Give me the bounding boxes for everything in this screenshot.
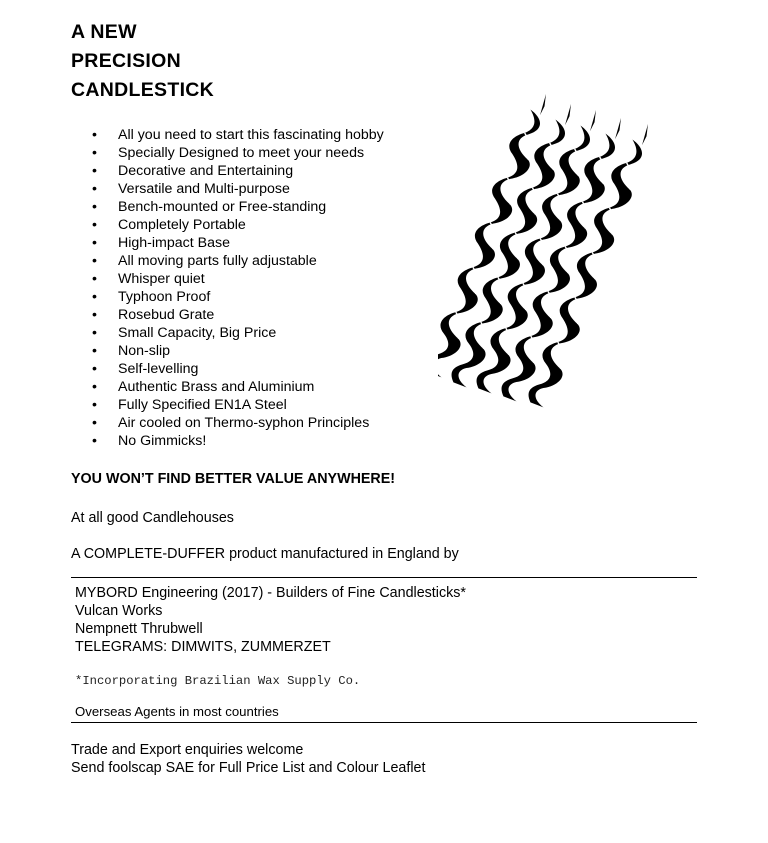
list-item: • Non-slip [92,342,384,360]
list-item: • Specially Designed to meet your needs [92,144,384,162]
address-line: Vulcan Works [75,603,163,619]
list-item: • Authentic Brass and Aluminium [92,378,384,396]
list-item: • All you need to start this fascinating hobby [92,126,384,144]
list-item: • Rosebud Grate [92,306,384,324]
availability-text: At all good Candlehouses [71,510,234,526]
trade-info [71,741,425,777]
list-item: • Typhoon Proof [92,288,384,306]
footnote: *Incorporating Brazilian Wax Supply Co. [75,674,361,688]
address-line: MYBORD Engineering (2017) - Builders of Fine Candlesticks* [75,585,466,601]
list-item: • Decorative and Entertaining [92,162,384,180]
manufacturer-address [75,584,466,656]
title-line: PRECISION [71,50,181,72]
address-line: Nempnett Thrubwell [75,621,203,637]
title-line: A NEW [71,21,137,43]
list-item: • High-impact Base [92,234,384,252]
page-title [71,18,214,105]
manufacturer-intro: A COMPLETE-DUFFER product manufactured in England by [71,546,459,562]
slogan: YOU WON’T FIND BETTER VALUE ANYWHERE! [71,471,396,487]
list-item: • No Gimmicks! [92,432,384,450]
list-item: • All moving parts fully adjustable [92,252,384,270]
twisted-candles-icon [438,92,666,422]
divider [71,577,697,578]
title-line: CANDLESTICK [71,79,215,101]
trade-line: Send foolscap SAE for Full Price List and Colour Leaflet [71,760,426,776]
list-item: • Versatile and Multi-purpose [92,180,384,198]
trade-line: Trade and Export enquiries welcome [71,742,304,758]
list-item: • Whisper quiet [92,270,384,288]
feature-list [92,126,384,450]
address-line: TELEGRAMS: DIMWITS, ZUMMERZET [75,639,331,655]
list-item: • Air cooled on Thermo-syphon Principles [92,414,384,432]
list-item: • Fully Specified EN1A Steel [92,396,384,414]
list-item: • Completely Portable [92,216,384,234]
divider [71,722,697,723]
list-item: • Self-levelling [92,360,384,378]
list-item: • Small Capacity, Big Price [92,324,384,342]
list-item: • Bench-mounted or Free-standing [92,198,384,216]
agents-text: Overseas Agents in most countries [75,704,279,719]
